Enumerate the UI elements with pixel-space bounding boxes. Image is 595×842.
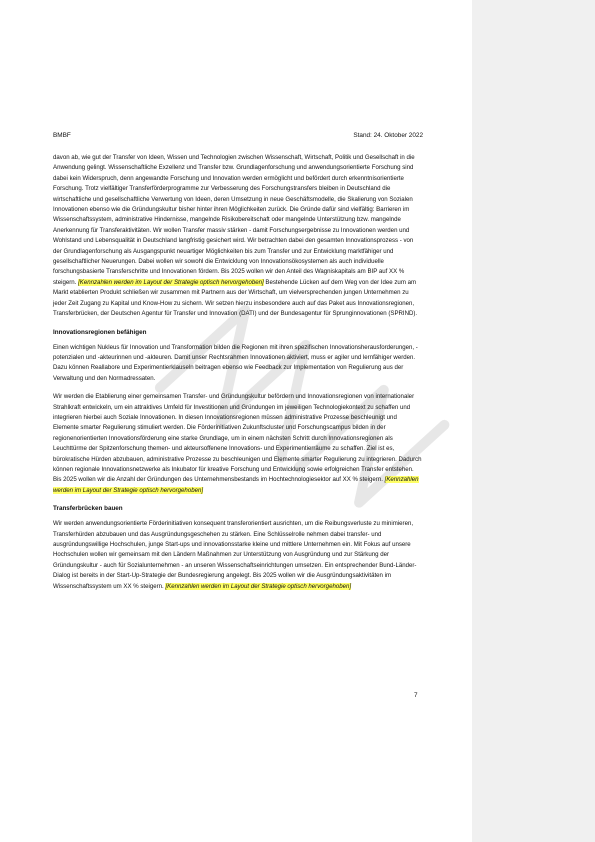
section2-text: Wir werden anwendungsorientierte Förderinitiativen konsequent transferorientiert ausrichten, um die Reibungsverluste zu minimieren, Transferhürden abzubauen und das Ausgründungsgeschehen zu stärken. Eine Schlüsselrolle nehmen dabei transfer- und ausgründungswillige Hochschulen, junge Start-ups und innovationsstarke kleine und mittlere Unternehmen ein. Mit Fokus auf unsere Hochschulen wollen wir gemeinsam mit den Ländern Maßnahmen zur Unterstützung von Ausgründung und zur Stärkung der Gründungskultur - auch für Sozialunternehmen - an unseren Wissenschaftseinrichtungen umsetzen. Ein entsprechender Bund-Länder-Dialog ist bereits in der Start-Up-Strategie der Bundesregierung angelegt. Bis 2025 wollen wir die Ausgründungsaktivitäten im Wissenschaftssystem um XX % steigern. [53,520,417,590]
kennzahl-highlight: [Kennzahlen werden im Layout der Strategie optisch hervorgehoben] [78,278,264,286]
kennzahl-highlight: [Kennzahlen werden im Layout der Strategie optisch hervorgehoben] [53,476,419,494]
kennzahl-highlight: [Kennzahlen werden im Layout der Strategie optisch hervorgehoben] [165,582,352,590]
header-left: BMBF [53,132,71,139]
intro-text-after: Bestehende Lücken auf dem Weg von der Idee zum am Markt etablierten Produkt schließen wir zusammen mit Partnern aus der Wirtschaft, um vielversprechenden jungen Unternehmen zu jeder Zeit Zugang zu Kapital und Know-How zu sichern. Wir setzen hierzu insbesondere auch auf das Paket aus Innovationsregionen, Transferbrücken, der Deutschen Agentur für Transfer und Innovation (DATI) und der Bundesagentur für Sprunginnovationen (SPRIND). [53,278,418,318]
section1-text: Wir werden die Etablierung einer gemeinsamen Transfer- und Gründungskultur befördern und Innovationsregionen von internationaler Strahlkraft entwickeln, um ein attraktives Umfeld für Investitionen und Gründungen im jeweiligen Technologiekontext zu schaffen und integrieren hierbei auch Soziale Innovationen. In diesen Innovationsregionen müssen administrative Prozesse beschleunigt und Elemente smarter Regulierung stimuliert werden. Die Förderinitiativen Zukunftscluster und Forschungscampus bilden in der regionenorientierten Innovationsförderung eine starke Grundlage, um in einem nächsten Schritt durch Innovationsregionen als Leuchttürme der Spitzenforschung themen- und akteursoffenene Innovations- und Experimentierräume zu schaffen. Ziel ist es, bürokratische Hürden abzubauen, administrative Prozesse zu beschleunigen und Elemente smarter Regulierung zu integrieren. Dadurch können regionale Innovationsnetzwerke als Inkubator für kreative Forschung und Entwicklung sowie erfolgreichen Transfer entstehen. Bis 2025 wollen wir die Anzahl der Gründungen des Unternehmensbestands im Hochtechnologiesektor auf XX % steigern. [53,393,422,484]
section-heading-transferbruecken: Transferbrücken bauen [53,505,123,513]
section1-paragraph-a: Einen wichtigen Nukleus für Innovation und Transformation bilden die Regionen mit ihren spezifischen Innovationsherausforderungen, -potenzialen und -akteurinnen und -akteuren. Damit unser Rechtsrahmen Innovationen aktiviert, muss er agiler und lernfähiger werden. Dazu können Reallabore und Experimentierklauseln beitragen ebenso wie Feedback zur Implementation von Regulierung aus der Verwaltung und den Normadressaten. [53,343,418,382]
section2-paragraph [53,519,423,592]
comment-pane [472,0,595,842]
header-date: Stand: 24. Oktober 2022 [353,132,423,139]
page-number: 7 [414,692,418,699]
section-heading-innovationsregionen: Innovationsregionen befähigen [53,328,147,336]
intro-paragraph [53,153,423,320]
intro-text: davon ab, wie gut der Transfer von Ideen, Wissen und Technologien zwischen Wissenschaft, Wirtschaft, Politik und Gesellschaft in die Anwendung gelingt. Wissenschaftliche Exzellenz und Transfer bzw. Grundlagenforschung und anwendungsorientierte Forschung sind dabei kein Widerspruch, denn angewandte Forschung und Innovation werden ermöglicht und befördert durch erkenntnisorientierte Forschung. Trotz vielfältiger Transferförderprogramme zur Verbesserung des Forschungstransfers bleiben in Deutschland die wirtschaftliche und gesellschaftliche Verwertung von Ideen, deren Umsetzung in neue Geschäftsmodelle, die Skalierung von Sozialen Innovationen ebenso wie die Gründungskultur bisher hinter ihren Möglichkeiten zurück. Die Gründe dafür sind vielfältig: Barrieren im Wissenschaftssystem, administrative Hindernisse, mangelnde Risikobereitschaft oder mangelnde Unterstützung bzw. mangelnde Anerkennung für Transferaktivitäten. Wir wollen Transfer massiv stärken - damit Forschungsergebnisse zu Innovationen werden und Wohlstand und Lebensqualität in Deutschland langfristig gesichert wird. Wir betrachten dabei den gesamten Innovationsprozess - von der Grundlagenforschung als Ausgangspunkt neuartiger Möglichkeiten bis zum Transfer und zur Entwicklung marktfähiger und gesellschaftlicher Neuerungen. Dabei wollen wir sowohl die Entwicklung von Innovationsökosystemen als auch individuelle forschungsbasierte Transferschritte und Innovationen fördern. Bis 2025 wollen wir den Anteil des Wagniskapitals am BIP auf XX % steigern. [53,154,415,286]
section1-paragraph-b [53,392,423,496]
document-body [53,153,423,600]
